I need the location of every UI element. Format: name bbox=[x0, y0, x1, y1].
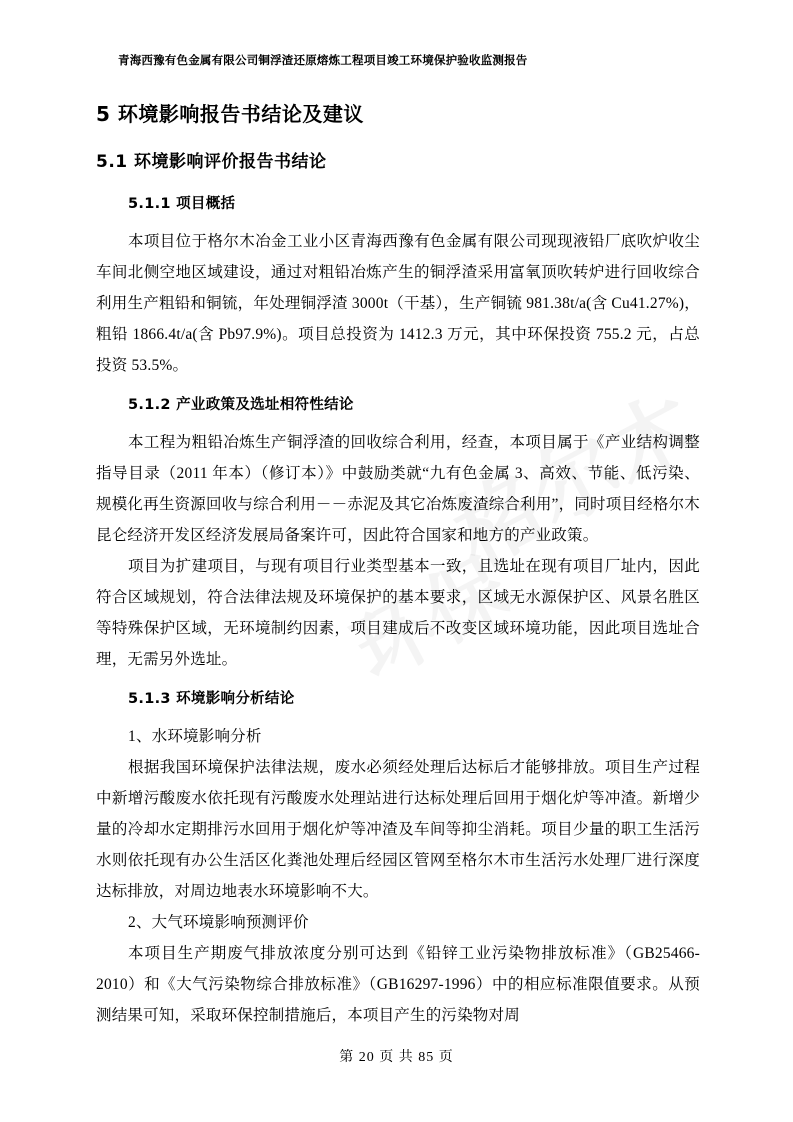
page-content bbox=[96, 52, 700, 1031]
section-heading-5-1-2: 5.1.2 产业政策及选址相符性结论 bbox=[128, 397, 354, 413]
paragraph-air-subheading: 2、大气环境影响预测评价 bbox=[128, 914, 309, 931]
section-heading-5-1-3: 5.1.3 环境影响分析结论 bbox=[128, 691, 295, 707]
running-header: 青海西豫有色金属有限公司铜浮渣还原熔炼工程项目竣工环境保护验收监测报告 bbox=[118, 53, 528, 67]
section-heading-5-1-1: 5.1.1 项目概括 bbox=[128, 196, 236, 212]
spacer bbox=[96, 675, 700, 687]
spacer bbox=[96, 381, 700, 393]
paragraph-water-subheading: 1、水环境影响分析 bbox=[128, 728, 262, 745]
page-footer: 第 20 页 共 85 页 bbox=[339, 1050, 454, 1065]
paragraph-site-selection: 项目为扩建项目，与现有项目行业类型基本一致，且选址在现有项目厂址内，因此符合区域规划，符合法律法规及环境保护的基本要求，区域无水源保护区、风景名胜区等特殊保护区域，无环境制约因素，项目建成后不改变区域环境功能，因此项目选址合理，无需另外选址。 bbox=[96, 558, 700, 668]
paragraph-air-analysis: 本项目生产期废气排放浓度分别可达到《铅锌工业污染物排放标准》（GB25466-2010）和《大气污染物综合排放标准》（GB16297-1996）中的相应标准限值要求。从预测结果可知，采取环保控制措施后，本项目产生的污染物对周 bbox=[96, 945, 700, 1024]
paragraph-project-overview: 本项目位于格尔木冶金工业小区青海西豫有色金属有限公司现现液铅厂底吹炉收尘车间北侧空地区域建设，通过对粗铅冶炼产生的铜浮渣采用富氧顶吹转炉进行回收综合利用生产粗铅和铜锍，年处理铜浮渣 3000t（干基），生产铜锍 981.38t/a(含 Cu41.27%)，粗铅 1866.4t/a(含 Pb97.9%)。项目总投资为 1412.3 万元，其中环保投资 755.2 元，占总投资 53.5%。 bbox=[96, 233, 700, 374]
paragraph-industry-policy: 本工程为粗铅冶炼生产铜浮渣的回收综合利用，经查，本项目属于《产业结构调整指导目录（2011 年本）（修订本）》中鼓励类就“九有色金属 3、高效、节能、低污染、规模化再生资源回收与综合利用－－赤泥及其它冶炼废渣综合利用”，同时项目经格尔木昆仑经济开发区经济发展局备案许可，因此符合国家和地方的产业政策。 bbox=[96, 434, 700, 544]
section-heading-5: 5 环境影响报告书结论及建议 bbox=[96, 102, 364, 126]
paragraph-water-analysis: 根据我国环境保护法律法规，废水必须经处理后达标后才能够排放。项目生产过程中新增污酸废水依托现有污酸废水处理站进行达标处理后回用于烟化炉等冲渣。新增少量的冷却水定期排污水回用于烟化炉等冲渣及车间等抑尘消耗。项目少量的职工生活污水则依托现有办公生活区化粪池处理后经园区管网至格尔木市生活污水处理厂进行深度达标排放，对周边地表水环境影响不大。 bbox=[96, 759, 700, 900]
section-heading-5-1: 5.1 环境影响评价报告书结论 bbox=[96, 152, 327, 172]
